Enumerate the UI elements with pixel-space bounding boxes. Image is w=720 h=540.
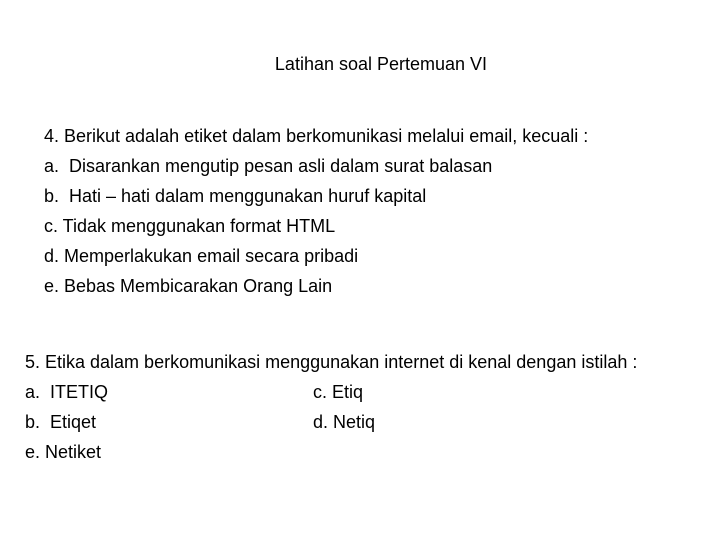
question-4-option-d: d. Memperlakukan email secara pribadi [44,246,359,266]
question-5-option-d: d. Netiq [313,412,376,432]
question-4-option-a: a. Disarankan mengutip pesan asli dalam surat balasan [44,156,493,176]
question-5-option-b: b. Etiqet [25,412,97,432]
question-4-option-b: b. Hati – hati dalam menggunakan huruf kapital [44,186,427,206]
question-5-text: 5. Etika dalam berkomunikasi menggunakan internet di kenal dengan istilah : [25,352,638,372]
page-title: Latihan soal Pertemuan VI [274,54,488,74]
question-4-option-c: c. Tidak menggunakan format HTML [44,216,336,236]
question-4-option-e: e. Bebas Membicarakan Orang Lain [44,276,333,296]
question-5-option-e: e. Netiket [25,442,102,462]
question-4-text: 4. Berikut adalah etiket dalam berkomunikasi melalui email, kecuali : [44,126,589,146]
question-5-option-a: a. ITETIQ [25,382,109,402]
question-5-option-c: c. Etiq [313,382,364,402]
